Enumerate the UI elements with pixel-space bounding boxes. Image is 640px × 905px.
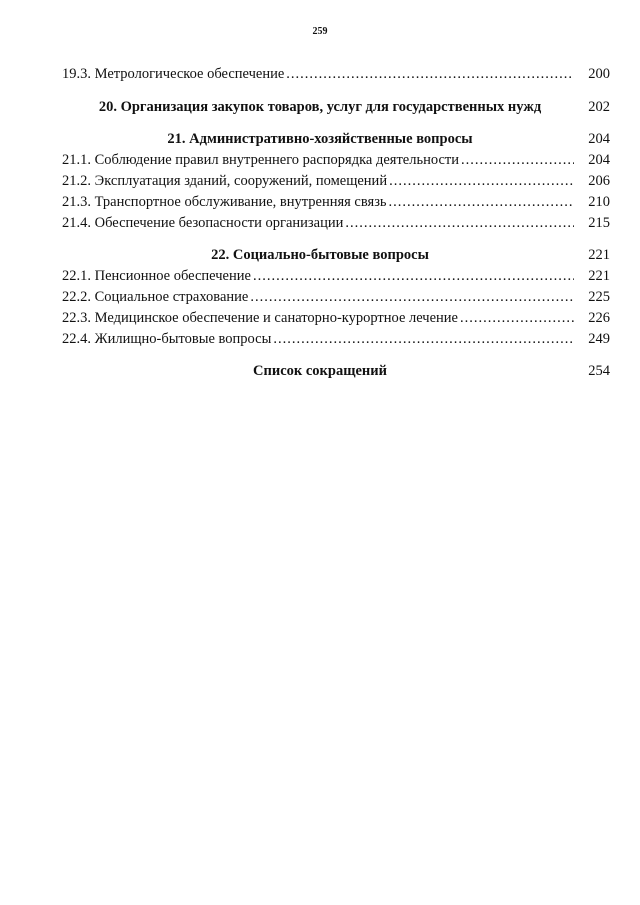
toc-section-21 [62,129,610,150]
toc-entry-22-2 [62,287,610,308]
toc-entry-21-2 [62,171,610,192]
toc-entry-21-4 [62,213,610,234]
toc-entry-page: 226 [588,310,610,326]
toc-entry-label: 21.3. Транспортное обслуживание, внутренняя связь [62,194,387,210]
toc-entry-19-3 [62,64,610,85]
toc-entry-22-3 [62,308,610,329]
dot-leader [250,287,574,308]
toc-entry-label: 22.3. Медицинское обеспечение и санаторно-курортное лечение [62,310,458,326]
toc-entry-22-4 [62,329,610,350]
toc-entry-21-1 [62,150,610,171]
dot-leader [273,329,574,350]
dot-leader [345,213,574,234]
toc-entry-page: 225 [588,289,610,305]
toc-section-20 [62,97,610,118]
toc-entry-22-1 [62,266,610,287]
toc-section-title: 21. Административно-хозяйственные вопросы [167,131,473,147]
toc-section-page: 204 [588,131,610,147]
toc-entry-label: 22.4. Жилищно-бытовые вопросы [62,331,272,347]
toc-section-page: 254 [588,363,610,379]
dot-leader [286,64,574,85]
toc-section-title: 22. Социально-бытовые вопросы [211,247,429,263]
toc-entry-label: 19.3. Метрологическое обеспечение [62,66,285,82]
toc-entry-page: 249 [588,331,610,347]
dot-leader [461,150,574,171]
toc-entry-page: 206 [588,173,610,189]
toc-entry-label: 22.1. Пенсионное обеспечение [62,268,251,284]
toc-entry-label: 21.1. Соблюдение правил внутреннего распорядка деятельности [62,152,459,168]
toc-entry-label: 21.4. Обеспечение безопасности организации [62,215,344,231]
toc-entry-page: 221 [588,268,610,284]
toc-entry-page: 215 [588,215,610,231]
table-of-contents [62,64,610,382]
toc-entry-page: 210 [588,194,610,210]
toc-section-title: Список сокращений [253,363,387,379]
toc-entry-label: 21.2. Эксплуатация зданий, сооружений, помещений [62,173,388,189]
toc-section-page: 221 [588,247,610,263]
toc-entry-label: 22.2. Социальное страхование [62,289,249,305]
page-number: 259 [312,26,328,37]
dot-leader [389,192,574,213]
dot-leader [460,308,574,329]
toc-section-abbreviations [62,361,610,382]
toc-section-title: 20. Организация закупок товаров, услуг для государственных нужд [98,99,542,115]
toc-entry-page: 204 [588,152,610,168]
toc-section-22 [62,245,610,266]
toc-entry-page: 200 [588,66,610,82]
toc-section-page: 202 [588,99,610,115]
dot-leader [389,171,574,192]
dot-leader [253,266,574,287]
toc-entry-21-3 [62,192,610,213]
